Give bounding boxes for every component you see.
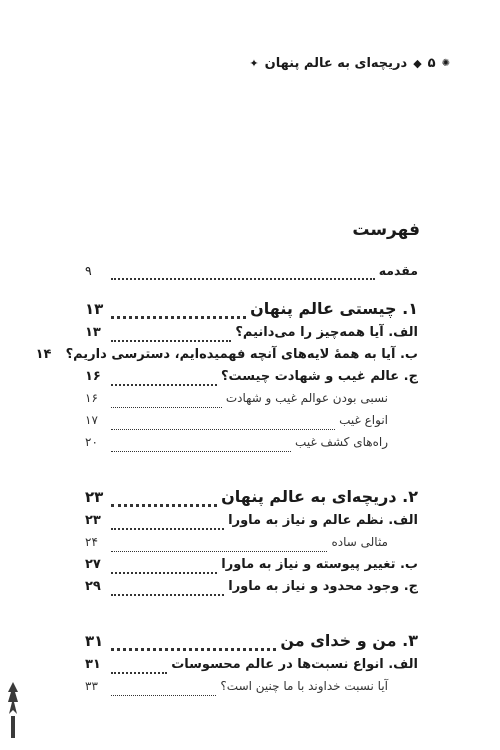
toc-entry-page: ۹ bbox=[85, 263, 92, 278]
toc-entry-page: ۲۹ bbox=[85, 579, 101, 594]
toc-entry-page: ۳۳ bbox=[85, 679, 98, 693]
toc-entry-label: مقدمه bbox=[378, 263, 418, 278]
toc-subsection[interactable] bbox=[85, 535, 418, 557]
toc-entry-page: ۱۳ bbox=[85, 300, 104, 318]
toc-entry-page: ۲۷ bbox=[85, 557, 101, 572]
toc-section[interactable] bbox=[35, 347, 418, 369]
toc-entry-label: ج. عالم غیب و شهادت چیست؟ bbox=[221, 369, 418, 384]
toc-entry-label: الف. نظم عالم و نیاز به ماورا bbox=[228, 513, 418, 528]
spacer bbox=[85, 457, 418, 487]
spacer bbox=[85, 285, 418, 299]
toc-entry-label: ۱. چیستی عالم پنهان bbox=[250, 299, 418, 318]
dot-leader bbox=[111, 316, 246, 319]
dot-leader bbox=[111, 340, 231, 342]
toc-entry-label: مثالی ساده bbox=[331, 535, 388, 549]
toc-subsection[interactable] bbox=[85, 679, 418, 701]
toc-entry-label: الف. آیا همه‌چیز را می‌دانیم؟ bbox=[235, 325, 418, 340]
toc-section[interactable] bbox=[85, 513, 418, 535]
toc-entry-page: ۱۶ bbox=[85, 391, 98, 405]
toc-title: فهرست bbox=[352, 220, 420, 240]
toc-section[interactable] bbox=[85, 657, 418, 679]
toc-chapter[interactable] bbox=[85, 487, 418, 513]
dot-leader bbox=[111, 594, 224, 596]
toc-entry-page: ۲۳ bbox=[85, 513, 101, 528]
toc-entry-page: ۱۴ bbox=[35, 347, 52, 362]
page-number: ۵ bbox=[427, 56, 436, 71]
toc-subsection[interactable] bbox=[85, 391, 418, 413]
toc-entry-label: انواع غیب bbox=[339, 413, 388, 427]
toc-entry-label: آیا نسبت خداوند با ما چنین است؟ bbox=[220, 679, 388, 693]
dot-leader bbox=[111, 648, 276, 651]
toc-entry-label: ب. آیا به همهٔ لایه‌های آنچه فهمیده‌ایم، دسترسی داریم؟ bbox=[65, 347, 418, 362]
star-ornament-icon: ✦ bbox=[249, 57, 259, 70]
dot-leader bbox=[111, 551, 327, 552]
toc-section[interactable] bbox=[85, 369, 418, 391]
dot-leader bbox=[111, 451, 291, 452]
dot-leader bbox=[111, 672, 167, 674]
toc-entry-intro[interactable] bbox=[85, 263, 418, 285]
spacer bbox=[85, 601, 418, 631]
toc-subsection[interactable] bbox=[85, 413, 418, 435]
toc-section[interactable] bbox=[85, 557, 418, 579]
toc-entry-label: ب. تغییر پیوسته و نیاز به ماورا bbox=[221, 557, 418, 572]
dot-leader bbox=[111, 572, 217, 574]
toc-entry-page: ۳۱ bbox=[85, 632, 104, 650]
dot-leader bbox=[111, 384, 217, 386]
dot-leader bbox=[111, 528, 224, 530]
toc-entry-label: نسبی بودن عوالم غیب و شهادت bbox=[225, 391, 388, 405]
toc-entry-label: ۳. من و خدای من bbox=[280, 631, 418, 650]
flourish-ornament-icon: ✺ bbox=[441, 58, 448, 69]
running-header bbox=[249, 56, 448, 71]
toc-entry-label: راه‌های کشف غیب bbox=[295, 435, 388, 449]
toc-entry-label: ج. وجود محدود و نیاز به ماورا bbox=[228, 579, 418, 594]
toc-entry-page: ۲۴ bbox=[85, 535, 98, 549]
toc-entry-page: ۲۰ bbox=[85, 435, 98, 449]
toc-chapter[interactable] bbox=[85, 299, 418, 325]
dot-leader bbox=[111, 504, 217, 507]
toc-entry-page: ۱۷ bbox=[85, 413, 98, 427]
toc-section[interactable] bbox=[85, 325, 418, 347]
publisher-logo-icon bbox=[6, 680, 20, 740]
toc-entry-label: ۲. دریچه‌ای به عالم پنهان bbox=[221, 487, 418, 506]
toc-subsection[interactable] bbox=[85, 435, 418, 457]
diamond-ornament-icon: ◆ bbox=[413, 57, 422, 70]
toc-chapter[interactable] bbox=[85, 631, 418, 657]
toc-entry-page: ۱۶ bbox=[85, 369, 101, 384]
dot-leader bbox=[111, 278, 375, 280]
toc-entry-label: الف. انواع نسبت‌ها در عالم محسوسات bbox=[171, 657, 418, 672]
dot-leader bbox=[111, 407, 222, 408]
toc-entry-page: ۳۱ bbox=[85, 657, 101, 672]
toc-entry-page: ۲۳ bbox=[85, 488, 104, 506]
table-of-contents bbox=[35, 263, 418, 701]
dot-leader bbox=[111, 695, 216, 696]
book-title: دریچه‌ای به عالم پنهان bbox=[264, 56, 408, 71]
toc-section[interactable] bbox=[85, 579, 418, 601]
toc-entry-page: ۱۳ bbox=[85, 325, 101, 340]
dot-leader bbox=[111, 429, 335, 430]
